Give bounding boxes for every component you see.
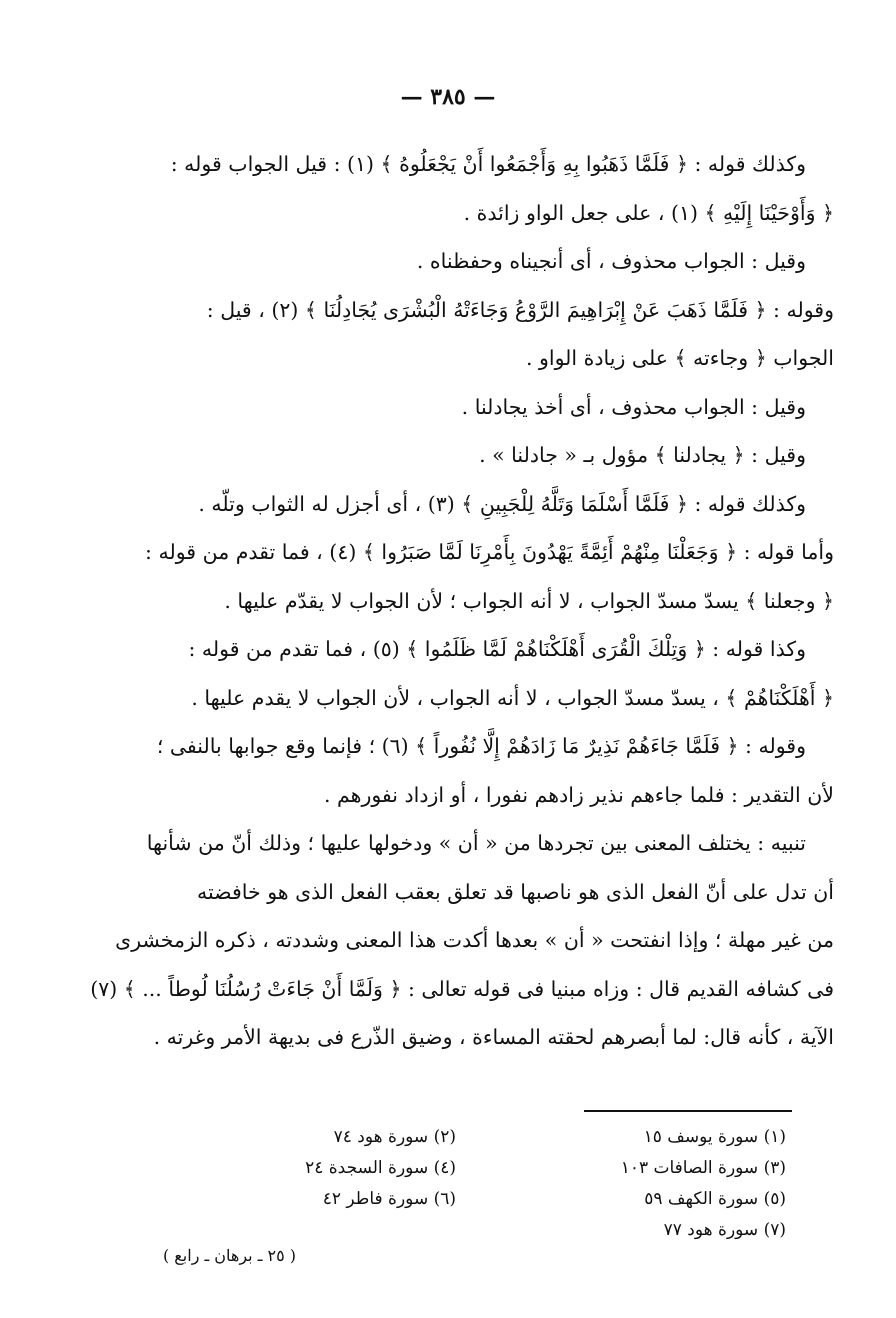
footnote-column-right xyxy=(496,1122,786,1246)
text-line: أن تدل على أنّ الفعل الذى هو ناصبها قد تعلق بعقب الفعل الذى هو خافضته xyxy=(197,879,834,904)
footnote: (٤) سورة السجدة ٢٤ xyxy=(305,1158,456,1178)
text-line: وقيل : الجواب محذوف ، أى أخذ يجادلنا . xyxy=(461,394,806,419)
footnote: (٧) سورة هود ٧٧ xyxy=(663,1220,786,1240)
text-line: من غير مهلة ؛ وإذا انفتحت « أن » بعدها أكدت هذا المعنى وشددته ، ذكره الزمخشرى xyxy=(115,928,834,952)
printer-signature: ( ٢٥ ـ برهان ـ رابع ) xyxy=(162,1246,296,1265)
text-line: فى كشافه القديم قال : وزاه مبنيا فى قوله تعالى : ﴿ وَلَمَّا أَنْ جَاءَتْ رُسُلُنَا لُوطاً ... ﴾ (٧) xyxy=(90,976,834,1001)
text-line: ﴿ وجعلنا ﴾ يسدّ مسدّ الجواب ، لا أنه الجواب ؛ لأن الجواب لا يقدّم عليها . xyxy=(224,588,834,613)
body-text xyxy=(72,140,834,1062)
footnote: (٢) سورة هود ٧٤ xyxy=(333,1127,456,1147)
footnotes xyxy=(150,1122,786,1246)
footnote: (٣) سورة الصافات ١٠٣ xyxy=(620,1158,786,1178)
text-line: وقيل : ﴿ يجادلنا ﴾ مؤول بـ « جادلنا » . xyxy=(479,443,806,467)
text-line: الجواب ﴿ وجاءته ﴾ على زيادة الواو . xyxy=(525,346,834,370)
text-line: وقوله : ﴿ فَلَمَّا جَاءَهُمْ نَذِيرٌ مَا زَادَهُمْ إِلَّا نُفُوراً ﴾ (٦) ؛ فإنما وقع جوابها بالنفى ؛ xyxy=(156,734,806,758)
text-line: الآية ، كأنه قال: لما أبصرهم لحقته المساءة ، وضيق الذّرع فى بديهة الأمر وغرته . xyxy=(153,1025,834,1049)
text-line: وكذلك قوله : ﴿ فَلَمَّا ذَهَبُوا بِهِ وَأَجْمَعُوا أَنْ يَجْعَلُوهُ ﴾ (١) : قيل الجواب قوله : xyxy=(170,152,806,176)
text-line: وكذا قوله : ﴿ وَتِلْكَ الْقُرَى أَهْلَكْنَاهُمْ لَمَّا ظَلَمُوا ﴾ (٥) ، فما تقدم من قوله : xyxy=(188,637,806,661)
text-line: وكذلك قوله : ﴿ فَلَمَّا أَسْلَمَا وَتَلَّهُ لِلْجَبِينِ ﴾ (٣) ، أى أجزل له الثواب وتلّه . xyxy=(198,491,806,516)
footnote-column-left xyxy=(166,1122,456,1246)
text-line: لأن التقدير : فلما جاءهم نذير زادهم نفورا ، أو ازداد نفورهم . xyxy=(323,782,834,807)
text-line: ﴿ أَهْلَكْنَاهُمْ ﴾ ، يسدّ مسدّ الجواب ، لا أنه الجواب ، لأن الجواب لا يقدم عليها . xyxy=(191,685,834,710)
footnote: (٥) سورة الكهف ٥٩ xyxy=(644,1189,786,1209)
footnote-divider xyxy=(584,1110,792,1112)
text-line: وقوله : ﴿ فَلَمَّا ذَهَبَ عَنْ إِبْرَاهِيمَ الرَّوْعُ وَجَاءَتْهُ الْبُشْرَى يُجَادِلُنَا ﴾ (٢) ، قيل : xyxy=(206,297,834,322)
page-number: — ٣٨٥ — xyxy=(400,84,496,110)
text-line: وأما قوله : ﴿ وَجَعَلْنَا مِنْهُمْ أَئِمَّةً يَهْدُونَ بِأَمْرِنَا لَمَّا صَبَرُوا ﴾ (٤) ، فما تقدم من قوله : xyxy=(145,540,834,564)
footnote: (٦) سورة فاطر ٤٢ xyxy=(322,1189,456,1209)
text-line: وقيل : الجواب محذوف ، أى أنجيناه وحفظناه . xyxy=(416,249,806,273)
text-line: تنبيه : يختلف المعنى بين تجردها من « أن » ودخولها عليها ؛ وذلك أنّ من شأنها xyxy=(146,831,806,855)
footnote: (١) سورة يوسف ١٥ xyxy=(643,1127,786,1147)
text-line: ﴿ وَأَوْحَيْنَا إِلَيْهِ ﴾ (١) ، على جعل الواو زائدة . xyxy=(463,200,834,225)
